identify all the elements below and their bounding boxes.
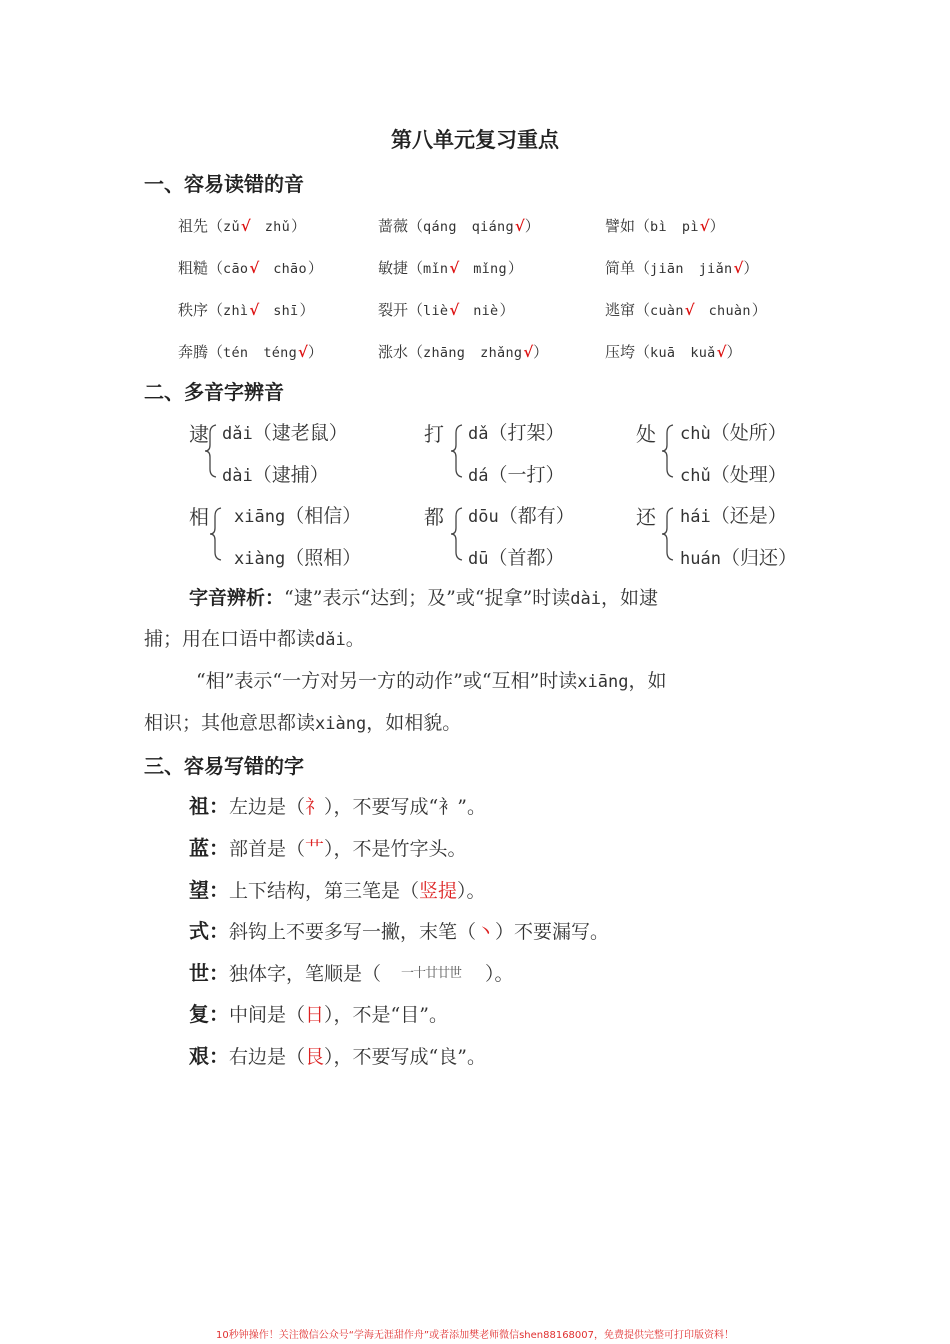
writing-item: 艰：右边是（艮），不要写成“良”。: [189, 1044, 486, 1068]
analysis-line-1: 字音辨析：“逮”表示“达到；及”或“捉拿”时读dài，如逮: [189, 587, 659, 609]
item-char: 式：: [189, 919, 229, 943]
word: 秩序: [178, 301, 209, 319]
writing-item: 望：上下结构，第三笔是（竖提）。: [189, 878, 486, 902]
writing-item: 祖：左边是（礻），不要写成“衤”。: [189, 794, 486, 818]
pinyin-option: cuàn: [650, 303, 684, 319]
pronunciation-item: 简单（jiān jiǎn√）: [605, 259, 759, 277]
pinyin: chǔ: [680, 466, 711, 486]
polyphone-reading: [680, 543, 797, 570]
analysis-label: 字音辨析：: [189, 587, 285, 609]
polyphone-reading: [680, 460, 787, 487]
pronunciation-item: 逃窜（cuàn√ chuàn）: [605, 301, 767, 319]
polyphone-reading: [468, 460, 565, 487]
pinyin: huán: [680, 549, 721, 569]
pinyin-option: zhāng: [423, 345, 466, 361]
item-char: 艰：: [189, 1044, 229, 1068]
pinyin-option: qiáng: [471, 219, 514, 235]
pinyin-option: liè: [423, 303, 449, 319]
pinyin-option: zhǎng: [480, 345, 523, 361]
pinyin-option: niè: [473, 303, 499, 319]
word: 粗糙: [178, 259, 209, 277]
pinyin-option: zǔ: [223, 219, 240, 235]
answer: 竖提: [419, 880, 458, 902]
polyphone-reading: [468, 543, 565, 570]
check-icon: √: [684, 301, 695, 319]
polyphone-reading: [234, 543, 361, 570]
pronunciation-item: 敏捷（mǐn√ mǐng）: [378, 259, 523, 277]
pinyin-option: cāo: [223, 261, 249, 277]
analysis-line-3: “相”表示“一方对另一方的动作”或“互相”时读xiāng，如: [196, 670, 667, 692]
example: （处理）: [710, 464, 787, 486]
check-icon: √: [514, 217, 525, 235]
analysis-line-2: 捕；用在口语中都读dǎi。: [144, 628, 365, 650]
example: （还是）: [710, 505, 787, 527]
brace-icon: [660, 506, 676, 562]
polyphone-reading: [680, 501, 787, 528]
check-icon: √: [716, 343, 727, 361]
page-title: 第八单元复习重点: [391, 127, 559, 152]
pinyin: dōu: [468, 507, 499, 527]
pinyin-option: chuàn: [708, 303, 751, 319]
brace-icon: [660, 423, 676, 479]
pronunciation-item: 裂开（liè√ niè）: [378, 301, 515, 319]
brace-icon: [203, 423, 219, 479]
polyphone-char: 相: [189, 505, 209, 529]
pinyin-option: kuā: [650, 345, 676, 361]
pinyin-option: jiān: [650, 261, 684, 277]
item-char: 世：: [189, 961, 229, 985]
item-char: 蓝：: [189, 836, 229, 860]
wrong-form: 良: [438, 1046, 458, 1068]
pinyin-option: tén: [223, 345, 249, 361]
polyphone-char: 打: [424, 422, 444, 446]
check-icon: √: [733, 259, 744, 277]
check-icon: √: [240, 217, 251, 235]
section-heading-3: 三、容易写错的字: [144, 754, 304, 778]
word: 逃窜: [605, 301, 636, 319]
check-icon: √: [449, 259, 460, 277]
example: （归还）: [720, 547, 797, 569]
analysis-line-4: 相识；其他意思都读xiàng，如相貌。: [144, 712, 462, 734]
polyphone-char: 还: [636, 505, 656, 529]
pronunciation-item: 秩序（zhì√ shī）: [178, 301, 315, 319]
example: （打架）: [488, 422, 565, 444]
word: 蔷薇: [378, 217, 409, 235]
example: （首都）: [488, 547, 565, 569]
pinyin: xiàng: [234, 549, 286, 569]
pronunciation-item: 蔷薇（qáng qiáng√）: [378, 217, 540, 235]
writing-item: 世：独体字，笔顺是（ 一十廿廿世 ）。: [189, 961, 514, 985]
pinyin-option: mǐn: [423, 261, 449, 277]
polyphone-reading: [222, 460, 329, 487]
check-icon: √: [298, 343, 308, 361]
example: （逮捕）: [252, 464, 329, 486]
answer: 一十廿廿世: [401, 966, 462, 981]
pinyin: chù: [680, 424, 711, 444]
pinyin: dá: [468, 466, 489, 486]
pinyin: hái: [680, 507, 711, 527]
section-heading-1: 一、容易读错的音: [144, 172, 304, 196]
pinyin-option: bì: [650, 219, 667, 235]
brace-icon: [449, 423, 465, 479]
word: 简单: [605, 259, 636, 277]
word: 奔腾: [178, 343, 209, 361]
polyphone-reading: [680, 418, 787, 445]
answer: 艮: [305, 1046, 325, 1068]
wrong-form: 衤: [438, 796, 458, 818]
answer: 艹: [305, 838, 325, 860]
example: （都有）: [498, 505, 575, 527]
polyphone-char: 逮: [189, 422, 209, 446]
item-char: 望：: [189, 878, 229, 902]
check-icon: √: [699, 217, 710, 235]
item-char: 祖：: [189, 794, 229, 818]
pinyin-option: zhǔ: [264, 219, 291, 235]
pinyin: xiāng: [234, 507, 286, 527]
pinyin: dǎi: [222, 424, 253, 444]
pinyin-option: shī: [273, 303, 299, 319]
pinyin-option: qáng: [423, 219, 457, 235]
check-icon: √: [249, 301, 260, 319]
word: 敏捷: [378, 259, 409, 277]
pronunciation-item: 奔腾（tén téng√）: [178, 343, 323, 361]
polyphone-reading: [468, 418, 565, 445]
answer: 日: [305, 1004, 325, 1026]
pronunciation-item: 粗糙（cāo√ chāo）: [178, 259, 323, 277]
brace-icon: [449, 506, 465, 562]
polyphone-reading: [222, 418, 348, 445]
answer: 丶: [476, 921, 496, 943]
pronunciation-item: 譬如（bì pì√）: [605, 217, 725, 235]
pinyin-option: kuǎ: [690, 345, 716, 361]
pinyin-option: mǐng: [473, 261, 507, 277]
word: 压垮: [605, 343, 636, 361]
check-icon: √: [523, 343, 534, 361]
example: （一打）: [488, 464, 565, 486]
word: 涨水: [378, 343, 409, 361]
writing-item: 式：斜钩上不要多写一撇，末笔（丶）不要漏写。: [189, 919, 610, 943]
polyphone-reading: [468, 501, 575, 528]
example: （处所）: [710, 422, 787, 444]
writing-item: 蓝：部首是（艹），不是竹字头。: [189, 836, 467, 860]
pinyin-option: zhì: [223, 303, 249, 319]
polyphone-char: 都: [424, 505, 444, 529]
polyphone-char: 处: [636, 422, 656, 446]
pinyin-option: pì: [681, 219, 699, 235]
writing-item: 复：中间是（日），不是“目”。: [189, 1002, 448, 1026]
section-heading-2: 二、多音字辨音: [144, 380, 284, 404]
pronunciation-item: 祖先（zǔ√ zhǔ）: [178, 217, 307, 235]
pinyin: dū: [468, 549, 489, 569]
pinyin: dǎ: [468, 424, 489, 444]
pinyin-option: chāo: [273, 261, 307, 277]
example: （逮老鼠）: [252, 422, 348, 444]
check-icon: √: [449, 301, 460, 319]
pronunciation-item: 涨水（zhāng zhǎng√）: [378, 343, 549, 361]
polyphone-reading: [234, 501, 361, 528]
pinyin: dài: [222, 466, 253, 486]
word: 譬如: [605, 217, 636, 235]
pinyin-option: téng: [263, 345, 298, 361]
check-icon: √: [249, 259, 260, 277]
item-char: 复：: [189, 1002, 229, 1026]
answer: 礻: [305, 796, 325, 818]
word: 裂开: [378, 301, 409, 319]
example: （相信）: [285, 505, 362, 527]
pinyin-option: jiǎn: [698, 261, 733, 277]
word: 祖先: [178, 217, 209, 235]
footer-note: 10秒钟操作！关注微信公众号“学海无涯甜作舟”或者添加樊老师微信shen88168007，免费提供完整可打印版资料！: [215, 1330, 735, 1341]
brace-icon: [208, 506, 224, 562]
pronunciation-item: 压垮（kuā kuǎ√）: [605, 343, 742, 361]
example: （照相）: [285, 547, 362, 569]
